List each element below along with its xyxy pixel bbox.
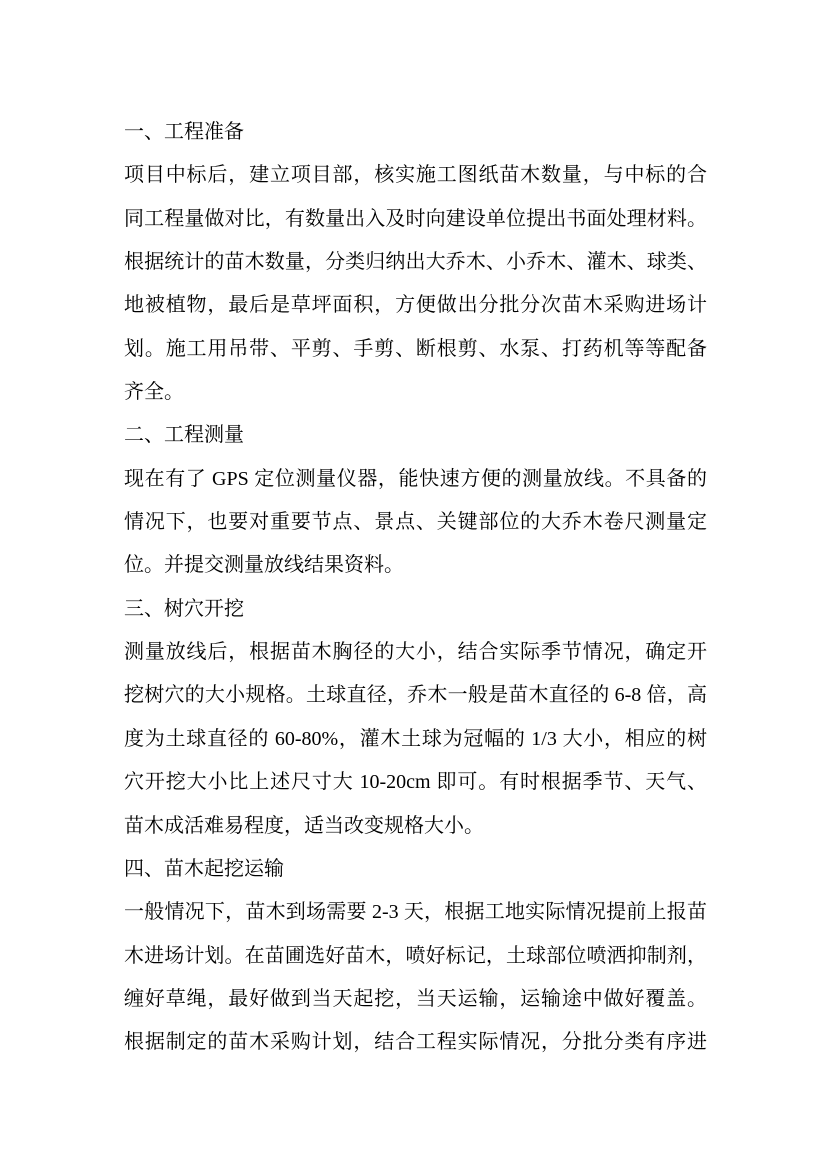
body-text-line: 缠好草绳，最好做到当天起挖，当天运输，运输途中做好覆盖。 — [124, 987, 707, 1010]
document-text-block — [124, 111, 707, 1065]
section-heading: 一、工程准备 — [124, 121, 244, 143]
body-text-line: 度为土球直径的 60-80%，灌木土球为冠幅的 1/3 大小，相应的树 — [124, 727, 707, 750]
body-text-line: 现在有了 GPS 定位测量仪器，能快速方便的测量放线。不具备的 — [124, 467, 707, 490]
body-text-line: 根据制定的苗木采购计划，结合工程实际情况，分批分类有序进 — [124, 1031, 707, 1054]
body-text-line: 位。并提交测量放线结果资料。 — [124, 554, 404, 577]
body-text-line: 一般情况下，苗木到场需要 2-3 天，根据工地实际情况提前上报苗 — [124, 901, 707, 924]
body-text-line: 根据统计的苗木数量，分类归纳出大乔木、小乔木、灌木、球类、 — [124, 251, 707, 274]
body-text-line: 苗木成活难易程度，适当改变规格大小。 — [124, 814, 484, 837]
body-text-line: 地被植物，最后是草坪面积，方便做出分批分次苗木采购进场计 — [124, 294, 707, 317]
body-text-line: 木进场计划。在苗圃选好苗木，喷好标记，土球部位喷洒抑制剂， — [124, 944, 707, 967]
body-text-line: 同工程量做对比，有数量出入及时向建设单位提出书面处理材料。 — [124, 207, 707, 230]
section-heading: 四、苗木起挖运输 — [124, 857, 284, 880]
body-text-line: 项目中标后，建立项目部，核实施工图纸苗木数量，与中标的合 — [124, 164, 707, 187]
body-text-line: 挖树穴的大小规格。土球直径，乔木一般是苗木直径的 6-8 倍，高 — [124, 684, 707, 707]
body-text-line: 划。施工用吊带、平剪、手剪、断根剪、水泵、打药机等等配备 — [124, 337, 707, 360]
body-text-line: 测量放线后，根据苗木胸径的大小，结合实际季节情况，确定开 — [124, 641, 707, 664]
body-text-line: 情况下，也要对重要节点、景点、关键部位的大乔木卷尺测量定 — [124, 511, 707, 534]
body-text-line: 齐全。 — [124, 381, 184, 404]
body-text-line: 穴开挖大小比上述尺寸大 10-20cm 即可。有时根据季节、天气、 — [124, 771, 707, 794]
section-heading: 三、树穴开挖 — [124, 597, 244, 620]
section-heading: 二、工程测量 — [124, 424, 244, 447]
